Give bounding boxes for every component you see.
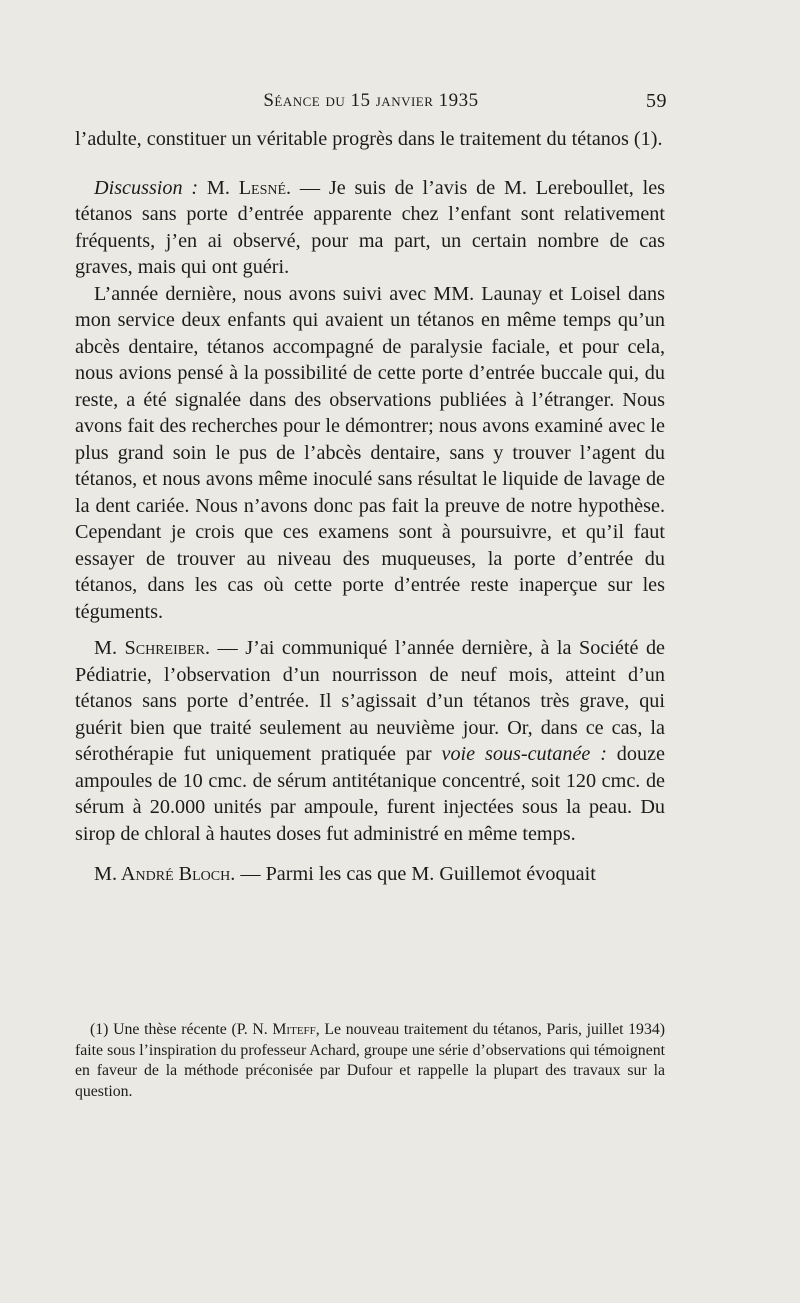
schreiber-text-a: — J’ai communiqué l’année dernière, à la Société de Pédiatrie, l’observation d’un nourrisson de neuf mois, atteint d’un tétanos sans porte d’entrée. Il s’agissait d’un tétanos très grave, qui guérit bien que traité seulement au neuvième jour. Or, dans ce cas, la sérothérapie fut uniquement pratiquée par — [75, 637, 666, 765]
spacer — [75, 153, 665, 175]
body-text — [75, 126, 665, 888]
speaker-schreiber: M. Schreiber. — [94, 637, 211, 659]
lesne-text: — Je suis de l’avis de M. Lereboullet, les tétanos sans porte d’entrée apparente chez l’enfant sont relativement fréquents, j’en ai observé, pour ma part, un certain nombre de cas graves, mais qui ont guéri. — [75, 176, 666, 278]
spacer — [75, 847, 665, 861]
schreiber-italic: voie sous-cutanée : — [441, 743, 607, 765]
bloch-text: — Parmi les cas que M. Guillemot évoquait — [235, 863, 596, 885]
footnote-author: Miteff — [272, 1021, 316, 1038]
schreiber-text-b: douze ampoules de 10 cmc. de sérum antitétanique concentré, soit 120 cmc. de sérum à 20.000 unités par ampoule, furent injectées sous la peau. Du sirop de chloral à hautes doses fut administré en même temps. — [75, 743, 665, 845]
footnote-text-a: Une thèse récente (P. N. — [108, 1021, 273, 1038]
paragraph-schreiber — [75, 635, 665, 847]
footnote-marker: (1) — [90, 1021, 109, 1038]
paragraph-continuation: l’adulte, constituer un véritable progrès dans le traitement du tétanos (1). — [75, 128, 663, 150]
paragraph-discussion-lesne — [75, 175, 665, 281]
speaker-lesne: M. Lesné. — [206, 176, 292, 199]
paragraph-abces-dentaire: L’année dernière, nous avons suivi avec MM. Launay et Loisel dans mon service deux enfants qui avaient un tétanos en même temps qu’un abcès dentaire, tétanos accompagné de paralysie faciale, et pour cela, nous avions pensé à la possibilité de cette porte d’entrée buccale qui, du reste, a été signalée dans des observations publiées à l’étranger. Nous avons fait des recherches pour le démontrer; nous avons examiné avec le plus grand soin le pus de l’abcès dentaire, sans y trouver l’agent du tétanos, et nous avons même inoculé sans résultat le liquide de lavage de la dent cariée. Nous n’avons donc pas fait la preuve de notre hypothèse. Cependant je crois que ces examens sont à poursuivre, et qu’il faut essayer de trouver au niveau des muqueuses, la porte d’entrée du tétanos, dans les cas où cette porte d’entrée reste inaperçue sur les téguments. — [75, 282, 665, 623]
spacer — [75, 625, 665, 635]
running-title: Séance du 15 janvier 1935 — [263, 90, 479, 111]
footnote — [75, 1020, 665, 1102]
discussion-label: Discussion : — [94, 176, 199, 199]
page-number: 59 — [646, 90, 667, 112]
footnote-text-b: , Le nouveau traitement du tétanos, Paris, juillet 1934) faite sous l’inspiration du professeur Achard, groupe une série d’observations qui témoignent en faveur de la méthode préconisée par Dufour et rappelle la plupart des travaux sur la question. — [75, 1021, 666, 1100]
paragraph-bloch — [75, 861, 665, 888]
running-head — [75, 90, 667, 118]
speaker-bloch: M. André Bloch. — [94, 863, 236, 885]
